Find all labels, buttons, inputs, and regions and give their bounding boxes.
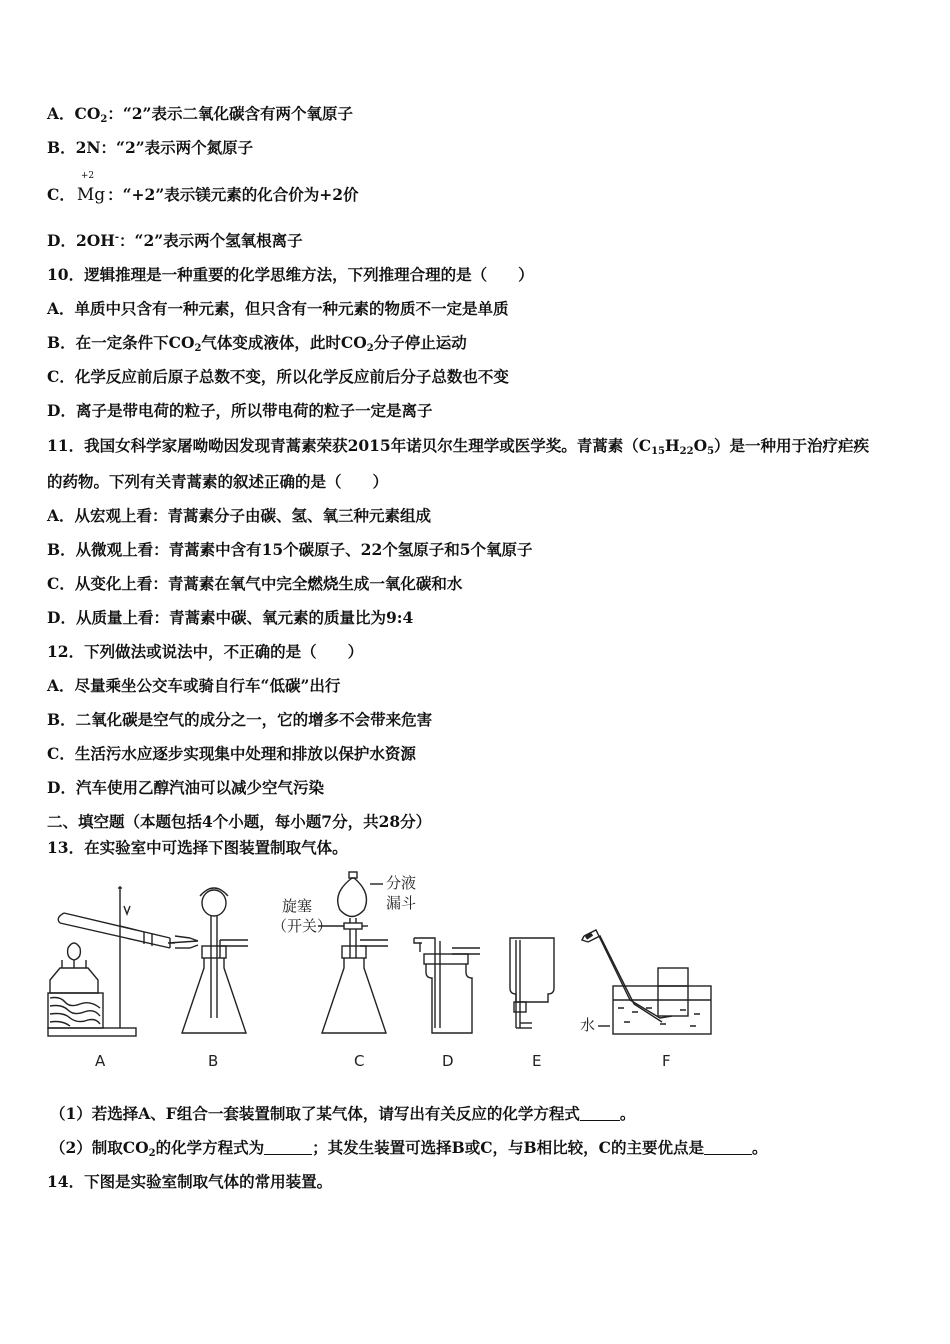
q12-option-b: B．二氧化碳是空气的成分之一，它的增多不会带来危害 (47, 710, 433, 729)
apparatus-b (182, 888, 248, 1033)
figure-label-a: A (95, 1052, 106, 1070)
q9-option-d: D．2OH-：“2”表示两个氢氧根离子 (47, 231, 303, 250)
figure-label-d: D (442, 1052, 454, 1070)
apparatus-figure (40, 868, 730, 1082)
apparatus-a (48, 886, 198, 1036)
q12-stem: 12．下列做法或说法中，不正确的是（ ） (47, 642, 364, 661)
q12-option-c: C．生活污水应逐步实现集中处理和排放以保护水资源 (47, 744, 416, 763)
q12-option-a: A．尽量乘坐公交车或骑自行车“低碳”出行 (47, 676, 341, 695)
q9-option-b: B．2N：“2”表示两个氮原子 (47, 138, 254, 157)
figure-label-c: C (354, 1052, 365, 1070)
q13-subquestion-2: （2）制取$CO_2$的化学方程式为 ；其发生装置可选择B或C，与B相比较，C的主要优点是 。 (50, 1138, 768, 1159)
q11-option-b: B．从微观上看：青蒿素中含有15个碳原子、22个氢原子和5个氧原子 (47, 540, 533, 559)
q13-subquestion-1: （1）若选择A、F组合一套装置制取了某气体，请写出有关反应的化学方程式 。 (50, 1104, 636, 1123)
q9-option-c: C． +2 Mg ：“+2”表示镁元素的化合价为+2价 (47, 171, 359, 205)
q12-option-d: D．汽车使用乙醇汽油可以减少空气污染 (47, 778, 324, 797)
apparatus-d (414, 938, 480, 1033)
stopcock-label-1: 旋塞 (282, 897, 313, 915)
q13-stem: 13．在实验室中可选择下图装置制取气体。 (47, 838, 348, 857)
q10-stem: 10．逻辑推理是一种重要的化学思维方法，下列推理合理的是（ ） (47, 265, 534, 284)
section-heading: 二、填空题（本题包括4个小题，每小题7分，共28分） (47, 812, 432, 831)
q11-option-c: C．从变化上看：青蒿素在氧气中完全燃烧生成一氧化碳和水 (47, 574, 463, 593)
q11-option-d: D．从质量上看：青蒿素中碳、氧元素的质量比为9:4 (47, 608, 414, 627)
q10-option-a: A．单质中只含有一种元素，但只含有一种元素的物质不一定是单质 (47, 299, 509, 318)
answer-blank (704, 1140, 752, 1155)
apparatus-c (272, 872, 416, 1033)
q9-option-a: A．$CO_2$：“2”表示二氧化碳含有两个氧原子 (47, 104, 353, 125)
mg-valence-symbol: +2 Mg (76, 171, 106, 205)
q10-option-c: C．化学反应前后原子总数不变，所以化学反应前后分子总数也不变 (47, 367, 509, 386)
figure-label-e: E (532, 1052, 542, 1070)
q10-option-b: B．在一定条件下$CO_2$气体变成液体，此时$CO_2$分子停止运动 (47, 333, 467, 354)
stopcock-label-2: （开关） (272, 917, 333, 935)
q14-stem: 14．下图是实验室制取气体的常用装置。 (47, 1172, 333, 1191)
answer-blank (264, 1140, 312, 1155)
apparatus-f (580, 930, 711, 1034)
answer-blank (580, 1106, 620, 1121)
apparatus-e (510, 938, 554, 1028)
figure-label-b: B (208, 1052, 219, 1070)
funnel-label-2: 漏斗 (386, 894, 417, 912)
q11-stem-line1: 11．我国女科学家屠呦呦因发现青蒿素荣获2015年诺贝尔生理学或医学奖。青蒿素$(C_{15}H_{22}O_5)$是一种用于治疗疟疾 (47, 436, 870, 457)
figure-label-f: F (662, 1052, 671, 1070)
water-label: 水 (580, 1016, 596, 1034)
funnel-label-1: 分液 (386, 874, 417, 892)
q10-option-d: D．离子是带电荷的粒子，所以带电荷的粒子一定是离子 (47, 401, 433, 420)
q11-stem-line2: 的药物。下列有关青蒿素的叙述正确的是（ ） (47, 472, 389, 491)
q11-option-a: A．从宏观上看：青蒿素分子由碳、氢、氧三种元素组成 (47, 506, 432, 525)
